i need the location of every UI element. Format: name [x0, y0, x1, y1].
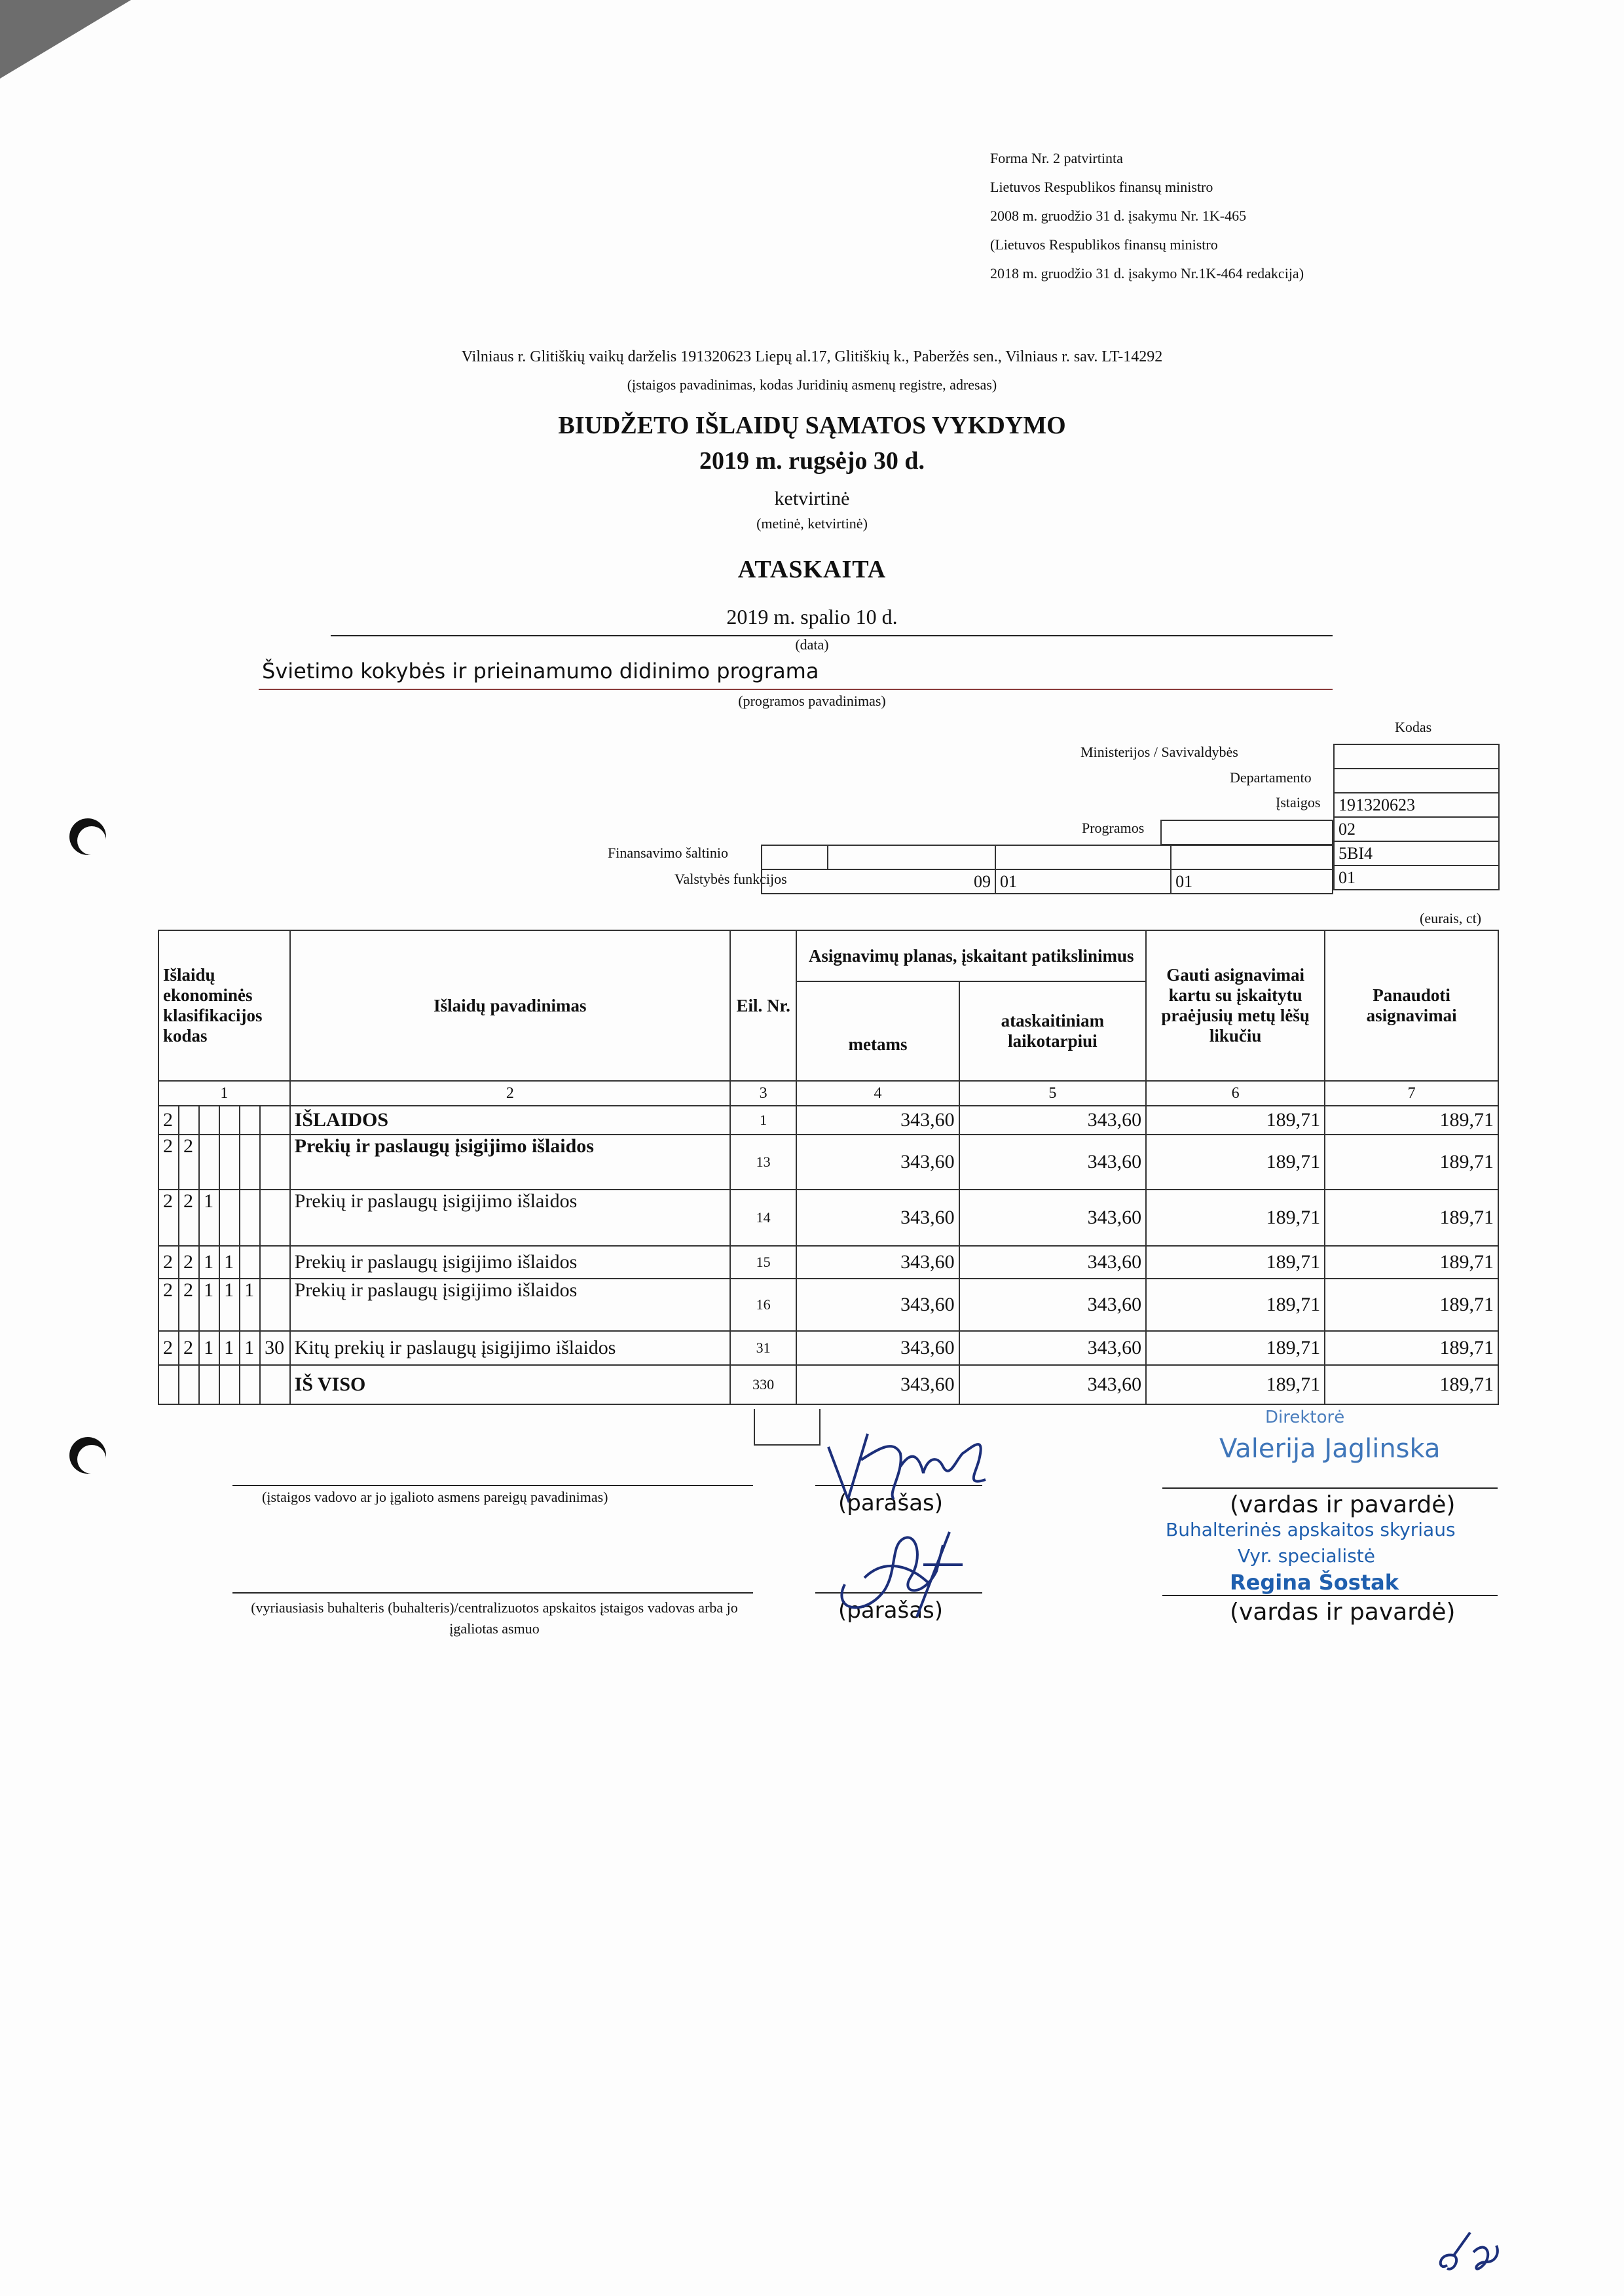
plan-period-value: 343,60	[959, 1135, 1146, 1190]
header-name: Išlaidų pavadinimas	[290, 930, 730, 1081]
funding-code: 5BI4	[1334, 841, 1499, 866]
page-fold-shadow	[0, 0, 131, 79]
code-blank	[179, 1365, 199, 1404]
received-value: 189,71	[1146, 1106, 1325, 1135]
code-digit: 1	[219, 1331, 240, 1365]
code-digit	[260, 1135, 290, 1190]
code-digit: 1	[219, 1246, 240, 1279]
form-reference-line: Lietuvos Respublikos finansų ministro	[990, 179, 1213, 195]
accountant-stamp-line2: Vyr. specialistė	[1238, 1545, 1375, 1567]
code-blank	[240, 1365, 260, 1404]
used-value: 189,71	[1325, 1135, 1498, 1190]
code-digit	[260, 1190, 290, 1246]
code-digit: 2	[179, 1190, 199, 1246]
code-digit	[240, 1106, 260, 1135]
code-digit	[260, 1279, 290, 1331]
code-blank	[219, 1365, 240, 1404]
head-caption: (įstaigos vadovo ar jo įgalioto asmens pareigų pavadinimas)	[262, 1489, 608, 1505]
accountant-signature-caption: (parašas)	[838, 1597, 944, 1624]
code-digit	[199, 1135, 219, 1190]
funding-blank	[1171, 845, 1333, 869]
received-value: 189,71	[1146, 1190, 1325, 1246]
plan-year-value: 343,60	[796, 1279, 959, 1331]
col-number: 2	[290, 1081, 730, 1106]
accountant-title-line	[232, 1592, 753, 1594]
function-code: 01	[1334, 866, 1499, 890]
code-digit: 1	[219, 1279, 240, 1331]
accountant-caption: (vyriausiasis buhalteris (buhalteris)/centralizuotos apskaitos įstaigos vadovas arba jo įgaliotas asmuo	[251, 1599, 738, 1637]
code-digit: 2	[179, 1279, 199, 1331]
row-name: Prekių ir paslaugų įsigijimo išlaidos	[290, 1279, 730, 1331]
form-reference-line: 2018 m. gruodžio 31 d. įsakymo Nr.1K-464 redakcija)	[990, 265, 1304, 282]
report-period-caption: (metinė, ketvirtinė)	[756, 515, 868, 532]
used-value: 189,71	[1325, 1190, 1498, 1246]
table-row	[158, 1106, 1498, 1135]
code-digit	[240, 1135, 260, 1190]
code-digit	[219, 1135, 240, 1190]
funding-blank	[995, 845, 1171, 869]
total-received: 189,71	[1146, 1365, 1325, 1404]
plan-period-value: 343,60	[959, 1279, 1146, 1331]
ministry-label: Ministerijos / Savivaldybės	[1080, 744, 1238, 760]
form-reference-line: (Lietuvos Respublikos finansų ministro	[990, 236, 1218, 253]
ministry-code	[1334, 744, 1499, 769]
accountant-name-caption: (vardas ir pavardė)	[1230, 1599, 1456, 1626]
received-value: 189,71	[1146, 1135, 1325, 1190]
plan-year-value: 343,60	[796, 1106, 959, 1135]
table-row	[158, 1279, 1498, 1331]
total-plan-period: 343,60	[959, 1365, 1146, 1404]
code-digit: 1	[199, 1331, 219, 1365]
code-digit: 2	[158, 1106, 179, 1135]
used-value: 189,71	[1325, 1279, 1498, 1331]
received-value: 189,71	[1146, 1331, 1325, 1365]
code-digit	[219, 1190, 240, 1246]
code-digit: 2	[158, 1190, 179, 1246]
row-number-tail	[754, 1409, 821, 1446]
row-name: Prekių ir paslaugų įsigijimo išlaidos	[290, 1190, 730, 1246]
plan-year-value: 343,60	[796, 1190, 959, 1246]
form-reference	[990, 144, 1304, 288]
total-row-no: 330	[730, 1365, 796, 1404]
department-label: Departamento	[1230, 769, 1312, 786]
department-code	[1334, 769, 1499, 793]
header-received: Gauti asignavimai kartu su įskaitytu praėjusių metų lėšų likučiu	[1146, 930, 1325, 1081]
col-number: 1	[158, 1081, 290, 1106]
total-plan-year: 343,60	[796, 1365, 959, 1404]
table-row	[158, 1331, 1498, 1365]
form-reference-line: Forma Nr. 2 patvirtinta	[990, 150, 1123, 166]
used-value: 189,71	[1325, 1106, 1498, 1135]
head-title-line	[232, 1485, 753, 1486]
head-stamp-name: Valerija Jaglinska	[1219, 1434, 1441, 1464]
code-digit: 30	[260, 1331, 290, 1365]
plan-period-value: 343,60	[959, 1331, 1146, 1365]
plan-period-value: 343,60	[959, 1246, 1146, 1279]
head-signature-caption: (parašas)	[838, 1490, 944, 1516]
function-code-3: 01	[1171, 869, 1333, 894]
function-code-1: 09	[762, 869, 995, 894]
code-digit: 1	[199, 1279, 219, 1331]
report-date: 2019 m. spalio 10 d.	[726, 605, 898, 629]
table-row	[158, 1190, 1498, 1246]
head-name-caption: (vardas ir pavardė)	[1230, 1491, 1456, 1518]
received-value: 189,71	[1146, 1246, 1325, 1279]
report-heading: ATASKAITA	[737, 556, 887, 583]
code-digit: 2	[179, 1331, 199, 1365]
table-row	[158, 1135, 1498, 1190]
code-digit	[240, 1246, 260, 1279]
program-blank-table	[1160, 820, 1333, 845]
page-number-handwritten	[1434, 2226, 1506, 2278]
code-digit: 1	[240, 1279, 260, 1331]
expenditure-table	[158, 930, 1499, 1405]
code-digit: 2	[158, 1331, 179, 1365]
code-digit	[219, 1106, 240, 1135]
code-digit: 2	[158, 1279, 179, 1331]
program-name: Švietimo kokybės ir prieinamumo didinimo programa	[262, 659, 819, 683]
col-number: 4	[796, 1081, 959, 1106]
code-digit: 2	[158, 1246, 179, 1279]
row-no: 1	[730, 1106, 796, 1135]
funding-blank	[828, 845, 995, 869]
accountant-signature	[825, 1519, 976, 1624]
program-blank	[1161, 820, 1333, 845]
program-code-label: Programos	[1082, 820, 1145, 836]
total-used: 189,71	[1325, 1365, 1498, 1404]
table-row	[158, 1246, 1498, 1279]
punch-hole	[69, 1437, 106, 1474]
row-no: 16	[730, 1279, 796, 1331]
code-digit	[240, 1190, 260, 1246]
report-title: BIUDŽETO IŠLAIDŲ SĄMATOS VYKDYMO	[558, 412, 1066, 439]
form-reference-line: 2008 m. gruodžio 31 d. įsakymu Nr. 1K-465	[990, 208, 1247, 224]
program-code: 02	[1334, 817, 1499, 841]
header-plan: Asignavimų planas, įskaitant patikslinimus	[796, 930, 1146, 981]
code-digit	[260, 1106, 290, 1135]
received-value: 189,71	[1146, 1279, 1325, 1331]
code-values-table	[1333, 744, 1500, 890]
code-digit: 2	[179, 1246, 199, 1279]
code-blank	[260, 1365, 290, 1404]
total-row	[158, 1365, 1498, 1404]
code-digit	[260, 1246, 290, 1279]
code-digit: 1	[199, 1190, 219, 1246]
report-period: ketvirtinė	[774, 488, 850, 509]
head-stamp-title: Direktorė	[1265, 1408, 1345, 1427]
row-name: Kitų prekių ir paslaugų įsigijimo išlaidos	[290, 1331, 730, 1365]
currency-note: (eurais, ct)	[1420, 910, 1482, 926]
row-no: 13	[730, 1135, 796, 1190]
row-no: 14	[730, 1190, 796, 1246]
code-digit	[199, 1106, 219, 1135]
row-no: 15	[730, 1246, 796, 1279]
row-name: Prekių ir paslaugų įsigijimo išlaidos	[290, 1246, 730, 1279]
institution-code-label: Įstaigos	[1276, 794, 1321, 811]
header-row-no: Eil. Nr.	[730, 930, 796, 1081]
code-digit: 1	[240, 1331, 260, 1365]
row-name: Prekių ir paslaugų įsigijimo išlaidos	[290, 1135, 730, 1190]
function-table	[761, 845, 1333, 894]
plan-period-value: 343,60	[959, 1106, 1146, 1135]
institution-caption: (įstaigos pavadinimas, kodas Juridinių asmenų registre, adresas)	[627, 376, 997, 393]
function-label: Valstybės funkcijos	[674, 871, 787, 887]
code-digit: 1	[199, 1246, 219, 1279]
code-blank	[158, 1365, 179, 1404]
accountant-stamp-line1: Buhalterinės apskaitos skyriaus	[1166, 1519, 1456, 1540]
codes-header: Kodas	[1395, 719, 1432, 735]
row-no: 31	[730, 1331, 796, 1365]
used-value: 189,71	[1325, 1331, 1498, 1365]
code-digit	[179, 1106, 199, 1135]
institution-code: 191320623	[1334, 793, 1499, 817]
plan-year-value: 343,60	[796, 1246, 959, 1279]
used-value: 189,71	[1325, 1246, 1498, 1279]
accountant-stamp-name: Regina Šostak	[1230, 1570, 1399, 1595]
report-date-title: 2019 m. rugsėjo 30 d.	[699, 447, 925, 475]
date-caption: (data)	[795, 636, 829, 653]
header-code: Išlaidų ekonominės klasifikacijos kodas	[158, 930, 290, 1081]
header-plan-period: ataskaitiniam laikotarpiui	[959, 981, 1146, 1081]
funding-label: Finansavimo šaltinio	[608, 845, 728, 861]
function-code-2: 01	[995, 869, 1171, 894]
col-number: 5	[959, 1081, 1146, 1106]
plan-period-value: 343,60	[959, 1190, 1146, 1246]
plan-year-value: 343,60	[796, 1135, 959, 1190]
code-digit: 2	[179, 1135, 199, 1190]
col-number: 6	[1146, 1081, 1325, 1106]
col-number: 3	[730, 1081, 796, 1106]
program-underline	[259, 689, 1333, 690]
head-signature	[822, 1421, 1005, 1519]
institution-name: Vilniaus r. Glitiškių vaikų darželis 191320623 Liepų al.17, Glitiškių k., Paberžės sen., Vilniaus r. sav. LT-14292	[461, 348, 1163, 365]
program-caption: (programos pavadinimas)	[738, 693, 886, 709]
header-used: Panaudoti asignavimai	[1325, 930, 1498, 1081]
plan-year-value: 343,60	[796, 1331, 959, 1365]
page-number	[1444, 2232, 1445, 2233]
header-plan-year: metams	[796, 981, 959, 1081]
col-number: 7	[1325, 1081, 1498, 1106]
total-name: IŠ VISO	[290, 1365, 730, 1404]
accountant-name-line	[1162, 1595, 1498, 1596]
code-digit: 2	[158, 1135, 179, 1190]
funding-blank	[762, 845, 828, 869]
head-name-line	[1162, 1487, 1498, 1489]
punch-hole	[69, 818, 106, 855]
row-name: IŠLAIDOS	[290, 1106, 730, 1135]
code-blank	[199, 1365, 219, 1404]
